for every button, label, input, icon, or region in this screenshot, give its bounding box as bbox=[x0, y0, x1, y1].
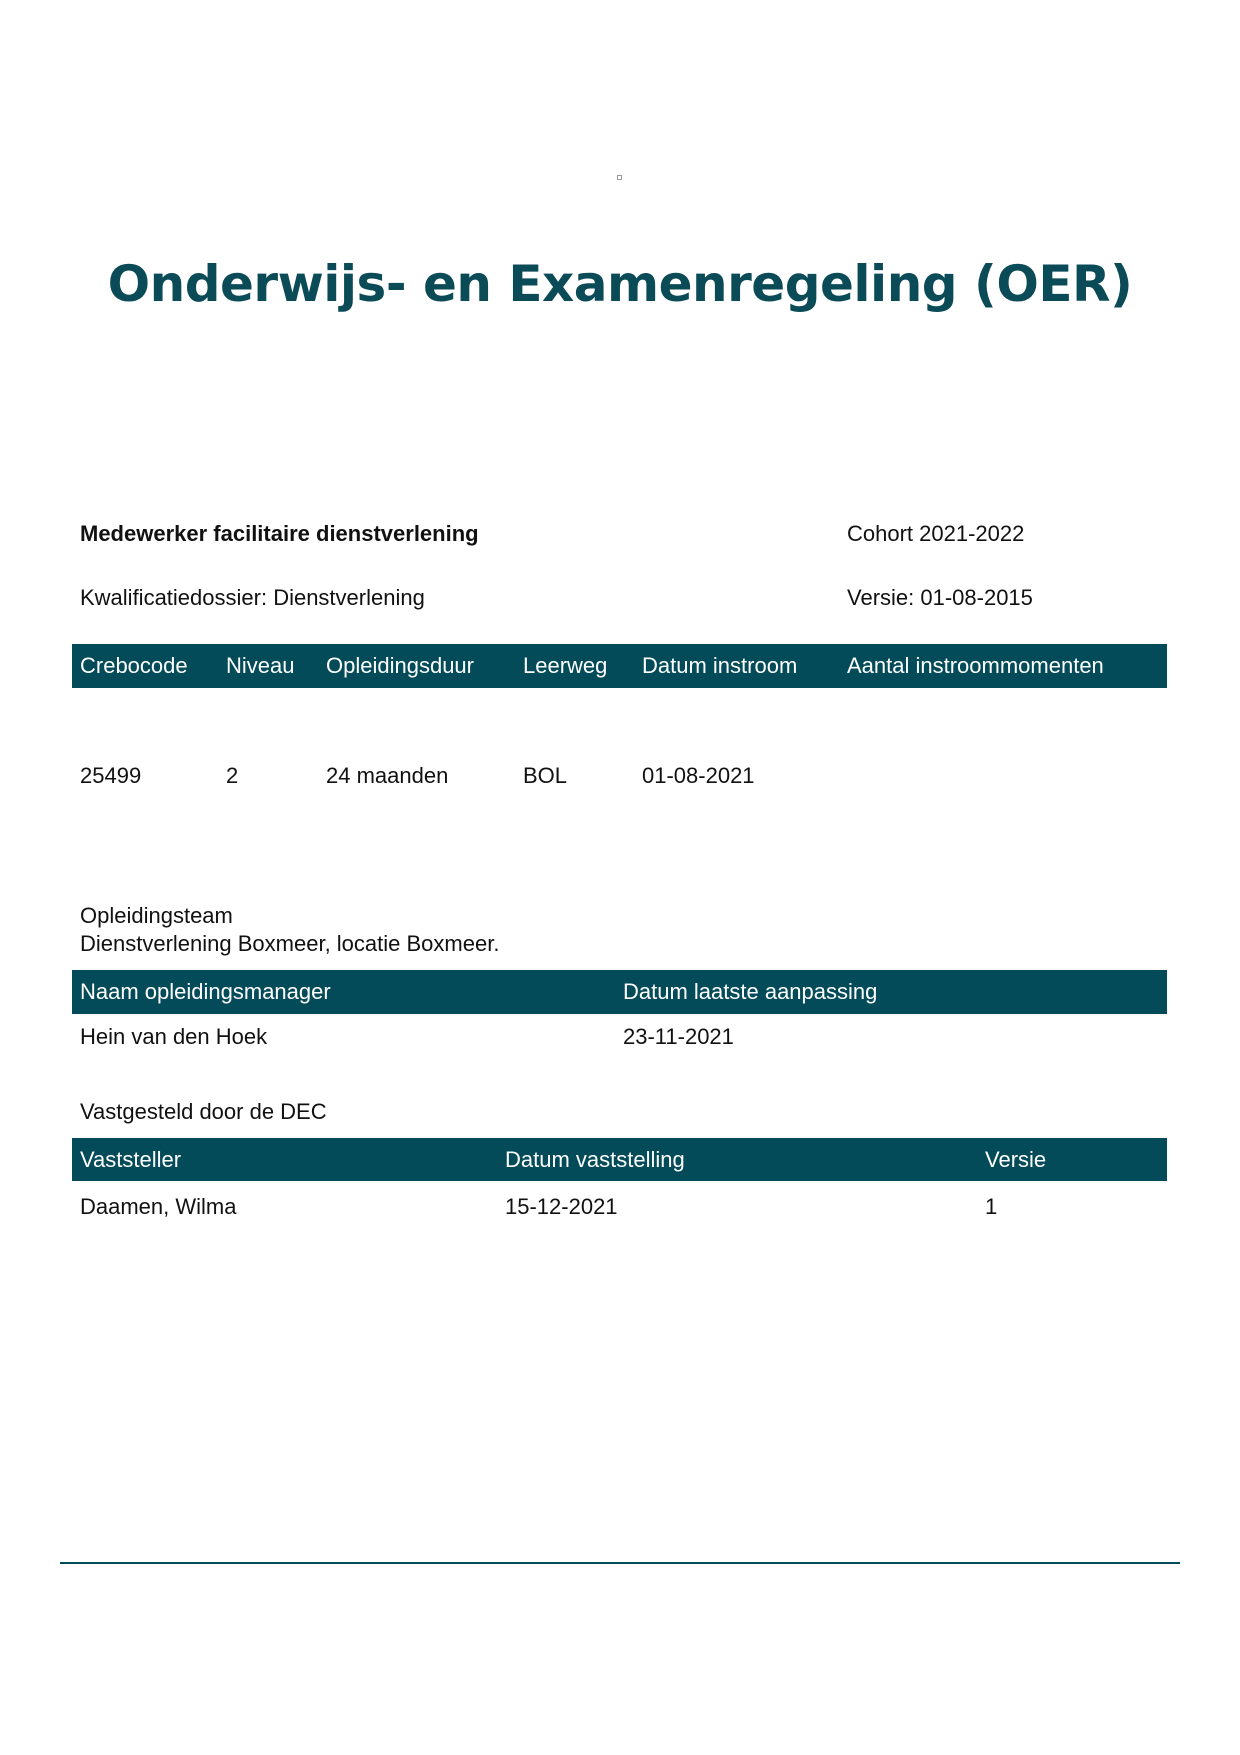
header-datum-vaststelling: Datum vaststelling bbox=[505, 1147, 685, 1172]
header-datum-laatste-aanpassing: Datum laatste aanpassing bbox=[623, 979, 878, 1004]
cell-datum-vaststelling: 15-12-2021 bbox=[505, 1194, 618, 1219]
program-name: Medewerker facilitaire dienstverlening bbox=[80, 521, 479, 546]
cohort-label: Cohort 2021-2022 bbox=[847, 521, 1025, 546]
cell-vaststeller: Daamen, Wilma bbox=[80, 1194, 237, 1219]
header-opleidingsduur: Opleidingsduur bbox=[326, 653, 474, 678]
qualification-dossier: Kwalificatiedossier: Dienstverlening bbox=[80, 585, 425, 610]
cell-leerweg: BOL bbox=[523, 763, 568, 788]
cell-crebocode: 25499 bbox=[80, 763, 142, 788]
header-naam-opleidingsmanager: Naam opleidingsmanager bbox=[80, 979, 331, 1004]
version-date: Versie: 01-08-2015 bbox=[847, 585, 1033, 610]
cell-niveau: 2 bbox=[226, 763, 239, 788]
header-crebocode: Crebocode bbox=[80, 653, 188, 678]
header-datum-instroom: Datum instroom bbox=[642, 653, 798, 678]
cell-opleidingsduur: 24 maanden bbox=[326, 763, 449, 788]
cell-datum-instroom: 01-08-2021 bbox=[642, 763, 755, 788]
program-table-header bbox=[72, 644, 1167, 688]
cell-manager-name: Hein van den Hoek bbox=[80, 1024, 268, 1049]
header-vaststeller: Vaststeller bbox=[80, 1147, 182, 1172]
cell-last-modified: 23-11-2021 bbox=[623, 1024, 734, 1049]
placeholder-marker-icon bbox=[617, 175, 622, 180]
team-label: Opleidingsteam bbox=[80, 903, 233, 928]
header-leerweg: Leerweg bbox=[523, 653, 608, 678]
document-title: Onderwijs- en Examenregeling (OER) bbox=[107, 255, 1133, 313]
approval-table-header bbox=[72, 1138, 1167, 1181]
header-versie: Versie bbox=[985, 1147, 1047, 1172]
manager-table-header bbox=[72, 970, 1167, 1014]
footer-divider bbox=[60, 1562, 1180, 1564]
header-aantal-instroommomenten: Aantal instroommomenten bbox=[847, 653, 1104, 678]
team-name: Dienstverlening Boxmeer, locatie Boxmeer. bbox=[80, 931, 500, 956]
cell-versie: 1 bbox=[985, 1194, 998, 1219]
dec-label: Vastgesteld door de DEC bbox=[80, 1099, 327, 1124]
header-niveau: Niveau bbox=[226, 653, 295, 678]
